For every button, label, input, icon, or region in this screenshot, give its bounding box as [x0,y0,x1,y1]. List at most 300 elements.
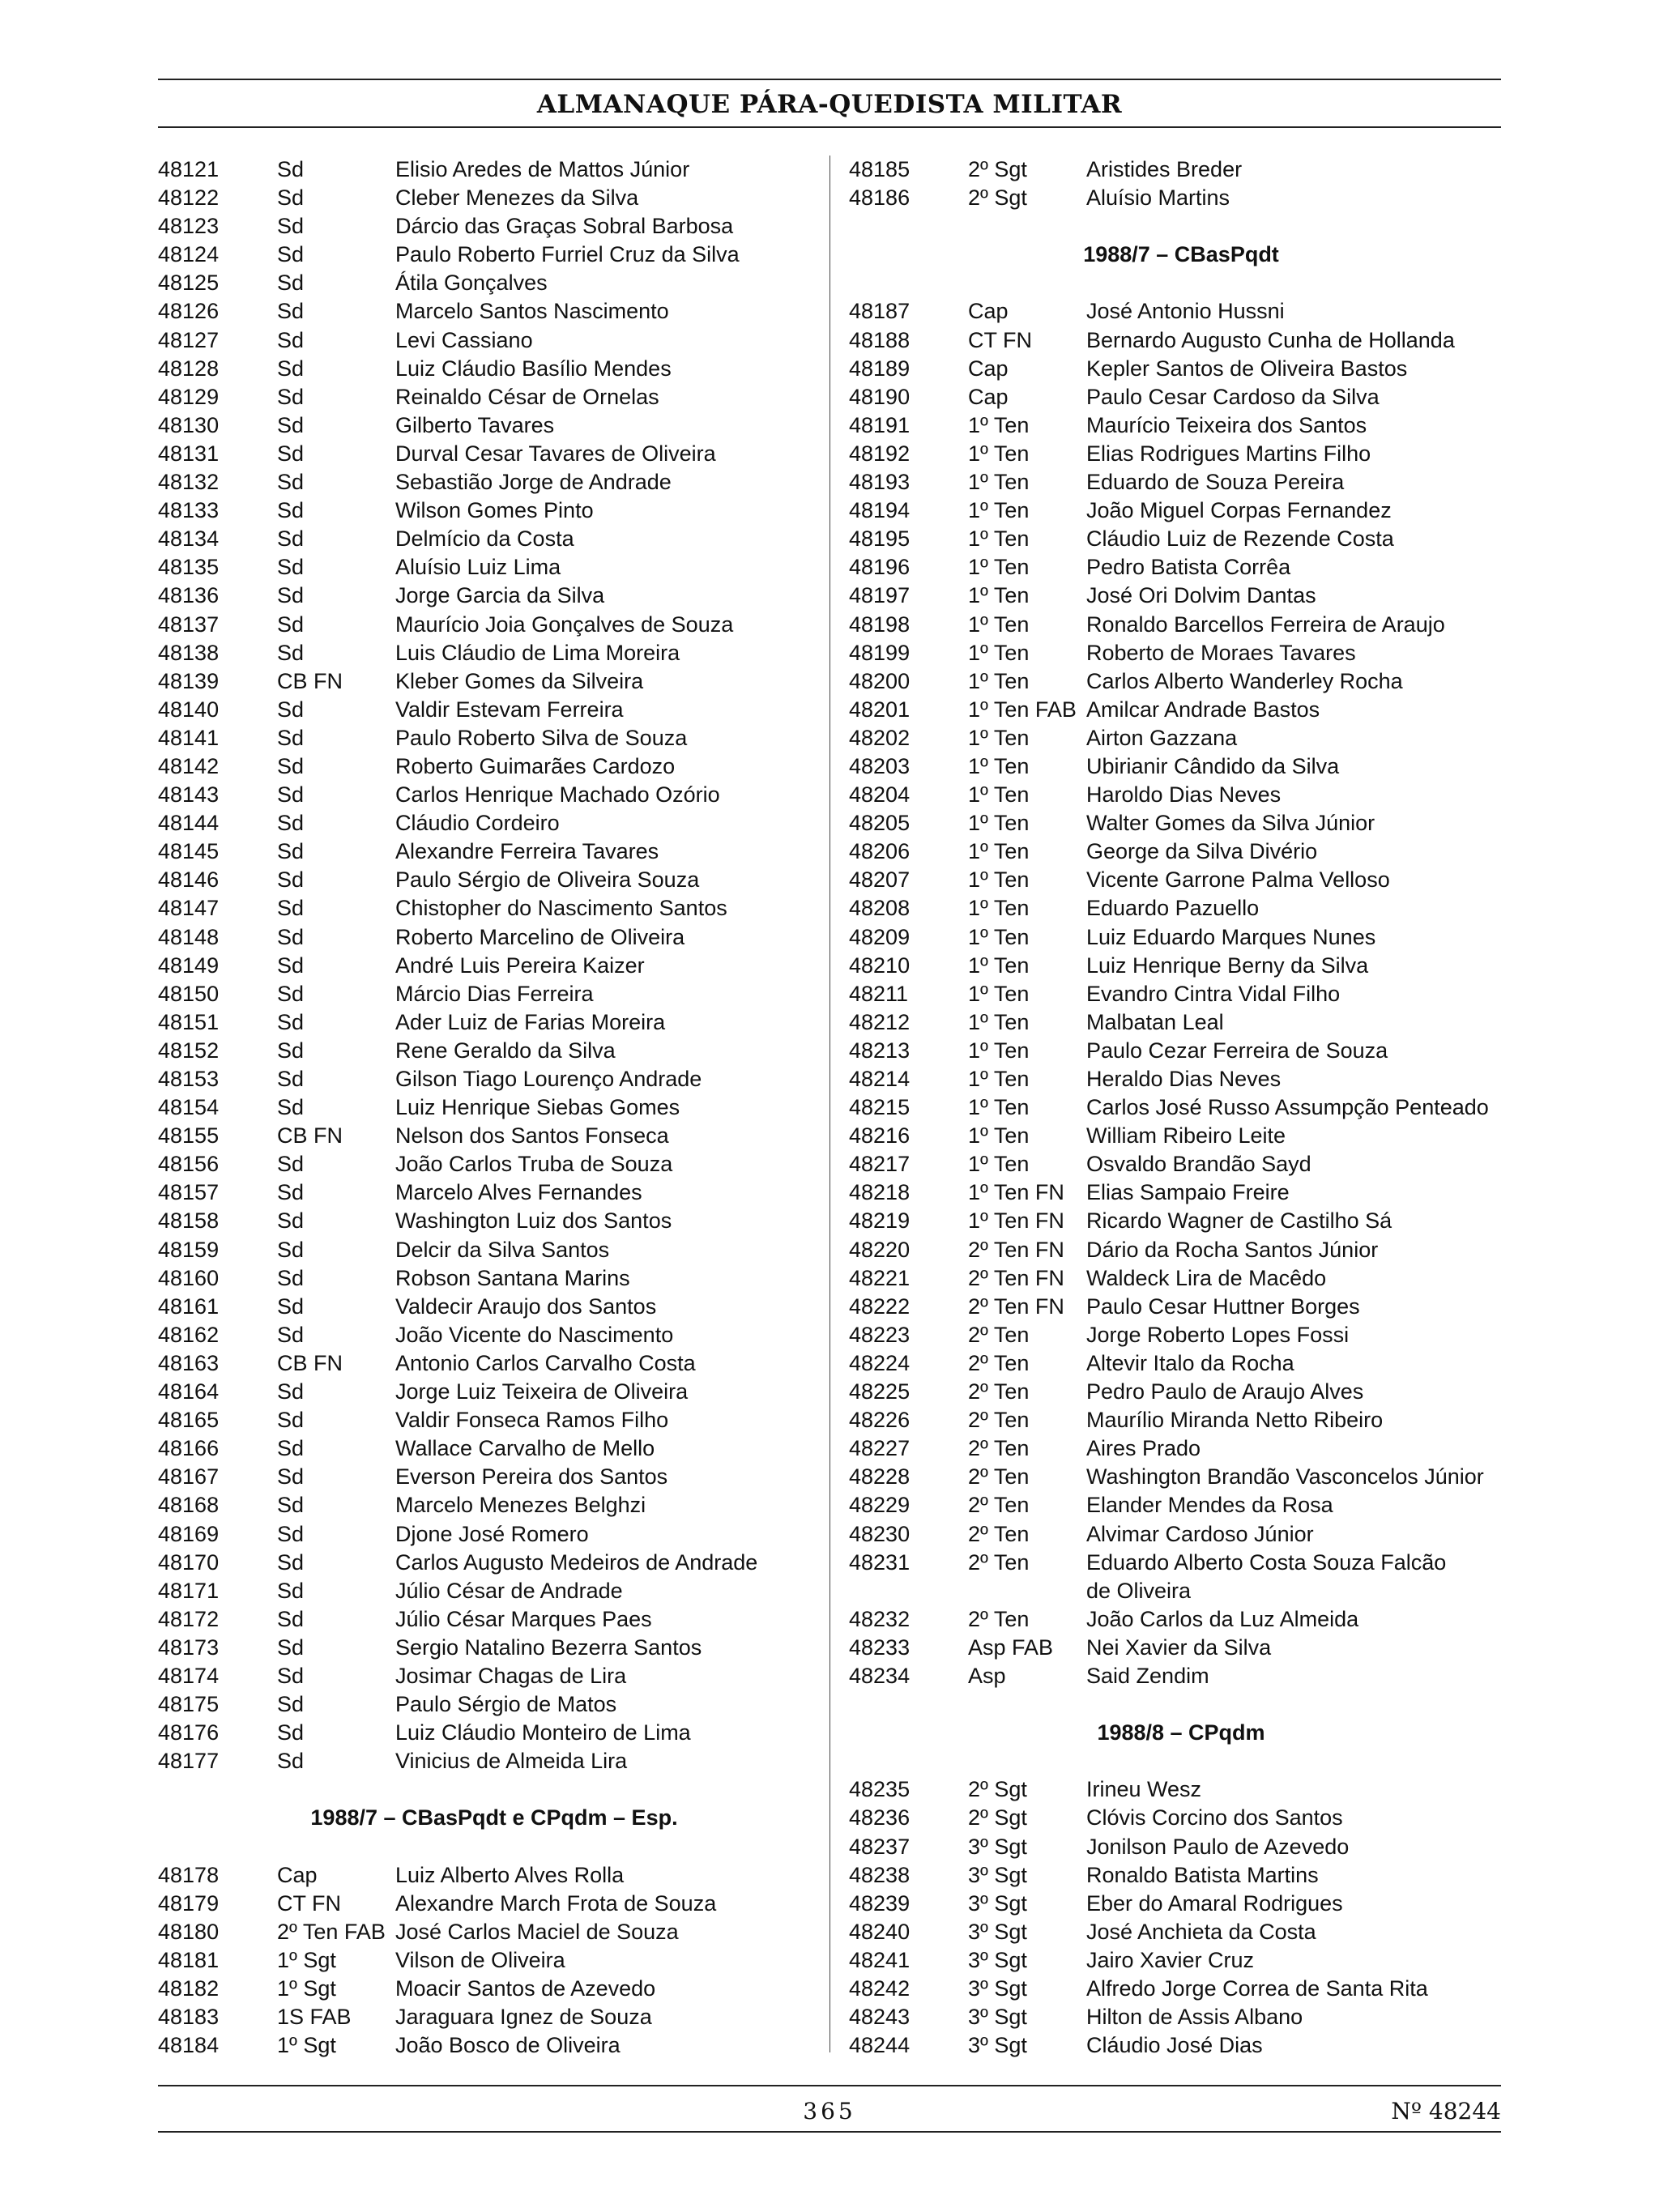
entry-rank: Sd [277,356,305,381]
entry-name: João Miguel Corpas Fernandez [1086,498,1392,523]
entry-name: Jonilson Paulo de Azevedo [1086,1834,1350,1859]
list-item [158,752,830,781]
entry-number: 48184 [158,2033,220,2058]
entry-number: 48241 [849,1947,911,1972]
entry-name: Carlos José Russo Assumpção Penteado [1086,1095,1489,1120]
entry-number: 48206 [849,839,911,864]
entry-number: 48167 [158,1464,220,1490]
entry-rank: Sd [277,1606,305,1631]
entry-rank: 1º Ten [968,867,1030,893]
list-item [849,1122,1513,1150]
entry-name: Ronaldo Batista Martins [1086,1862,1319,1887]
entry-rank: Sd [277,867,305,893]
entry-name: Kepler Santos de Oliveira Bastos [1086,356,1408,381]
entry-rank: 3º Sgt [968,2005,1027,2030]
entry-number: 48201 [849,697,911,722]
list-item [158,1463,830,1491]
entry-rank: Sd [277,1493,305,1518]
entry-rank: Sd [277,327,305,352]
entry-name: Ronaldo Barcellos Ferreira de Araujo [1086,612,1445,637]
entry-name: Jaraguara Ignez de Souza [395,2005,652,2030]
list-item [158,781,830,809]
entry-number: 48181 [158,1947,220,1972]
entry-rank: 1º Ten [968,953,1030,978]
list-item [158,553,830,582]
entry-rank: Sd [277,1237,305,1262]
entry-rank: Asp FAB [968,1634,1054,1660]
entry-rank: 3º Sgt [968,1976,1027,2001]
list-item [849,1804,1513,1832]
entry-rank: 2º Ten [968,1521,1030,1546]
entry-number: 48131 [158,441,220,466]
entry-number: 48148 [158,924,220,949]
list-item [849,696,1513,724]
entry-rank: 2º Ten FN [968,1265,1064,1290]
list-item [849,1150,1513,1178]
list-item [849,1975,1513,2003]
entry-name: Maurício Joia Gonçalves de Souza [395,612,734,637]
entry-name: Evandro Cintra Vidal Filho [1086,981,1341,1006]
entry-number: 48179 [158,1890,220,1916]
entry-rank: Cap [968,299,1009,324]
entry-number: 48136 [158,583,220,608]
entry-rank: Sd [277,498,305,523]
entry-number: 48200 [849,668,911,693]
entry-name: José Antonio Hussni [1086,299,1285,324]
list-item [849,952,1513,980]
list-item [849,611,1513,639]
entry-rank: Sd [277,782,305,808]
entry-name: Júlio César Marques Paes [395,1606,652,1631]
entry-rank: 1º Ten [968,1123,1030,1149]
entry-number: 48195 [849,526,911,552]
entry-number: 48219 [849,1208,911,1234]
entry-rank: 2º Ten [968,1408,1030,1433]
entry-rank: Sd [277,1294,305,1319]
entry-number: 48207 [849,867,911,893]
entry-name: Valdecir Araujo dos Santos [395,1294,657,1319]
list-item [849,1946,1513,1975]
entry-name: Sergio Natalino Bezerra Santos [395,1634,702,1660]
entry-rank: Sd [277,1521,305,1546]
entry-name: Clóvis Corcino dos Santos [1086,1805,1343,1831]
entry-name: Dárcio das Graças Sobral Barbosa [395,214,734,239]
entry-number: 48158 [158,1208,220,1234]
list-item [849,1577,1513,1605]
list-item [849,1434,1513,1463]
entry-rank: 2º Sgt [968,1805,1027,1831]
list-item [849,1491,1513,1519]
entry-rank: Sd [277,470,305,495]
entry-name: Wilson Gomes Pinto [395,498,594,523]
entry-name: Átila Gonçalves [395,271,548,296]
entry-name: Elander Mendes da Rosa [1086,1493,1333,1518]
entry-name: Everson Pereira dos Santos [395,1464,668,1490]
list-item [849,752,1513,781]
entry-number: 48157 [158,1180,220,1205]
entry-rank: Sd [277,1436,305,1461]
list-item [849,980,1513,1008]
entry-name: Luiz Alberto Alves Rolla [395,1862,625,1887]
entry-number: 48234 [849,1663,911,1688]
list-item [158,1577,830,1605]
header-bottom-rule [158,126,1501,128]
entry-rank: 1º Ten FAB [968,697,1077,722]
entry-number: 48174 [158,1663,220,1688]
entry-name: Luiz Cláudio Monteiro de Lima [395,1720,691,1745]
entry-name: Marcelo Alves Fernandes [395,1180,642,1205]
entry-rank: 1º Ten [968,782,1030,808]
list-item [158,297,830,326]
list-item [849,809,1513,837]
entry-name: Altevir Italo da Rocha [1086,1350,1294,1375]
list-item [849,1236,1513,1264]
entry-name: José Anchieta da Costa [1086,1919,1316,1944]
list-item [849,1890,1513,1918]
entry-name: Roberto Guimarães Cardozo [395,753,676,778]
entry-name: Rene Geraldo da Silva [395,1038,616,1063]
entry-rank: CB FN [277,668,343,693]
entry-rank: 3º Sgt [968,1862,1027,1887]
entry-rank: 2º Ten [968,1464,1030,1490]
entry-rank: Sd [277,555,305,580]
entry-name: Aluísio Martins [1086,185,1230,211]
list-item [849,440,1513,468]
list-item [158,1122,830,1150]
entry-rank: Sd [277,1408,305,1433]
entry-rank: Sd [277,612,305,637]
entry-number: 48128 [158,356,220,381]
entry-name: Vicente Garrone Palma Velloso [1086,867,1390,893]
entry-rank: Sd [277,1180,305,1205]
entry-name: Marcelo Santos Nascimento [395,299,669,324]
entry-name: Jorge Roberto Lopes Fossi [1086,1322,1350,1347]
entry-rank: Sd [277,1009,305,1034]
list-item [158,184,830,212]
entry-number: 48153 [158,1067,220,1091]
entry-number: 48129 [158,384,220,409]
entry-number: 48133 [158,498,220,523]
entry-name: Vinicius de Almeida Lira [395,1749,628,1774]
entry-name: André Luis Pereira Kaizer [395,953,645,978]
entry-number: 48145 [158,839,220,864]
spacer [158,1775,830,1804]
list-item [849,1178,1513,1207]
spacer [849,1690,1513,1719]
entry-name: José Carlos Maciel de Souza [395,1919,679,1944]
list-item [849,667,1513,696]
entry-rank: Sd [277,384,305,409]
entry-rank: 1º Ten [968,924,1030,949]
entry-rank: Sd [277,753,305,778]
entry-name: Gilson Tiago Lourenço Andrade [395,1067,702,1091]
entry-name: Paulo Cesar Huttner Borges [1086,1294,1360,1319]
entry-name: Amilcar Andrade Bastos [1086,697,1320,722]
list-item [158,1065,830,1093]
list-item [849,411,1513,440]
footer-bottom-rule [158,2131,1501,2133]
entry-name: Luiz Henrique Berny da Silva [1086,953,1369,978]
entry-name: Gilberto Tavares [395,412,555,437]
list-item [849,639,1513,667]
list-item [158,1293,830,1321]
list-item [849,326,1513,355]
entry-name: Cláudio Luiz de Rezende Costa [1086,526,1394,552]
entry-number: 48231 [849,1549,911,1575]
list-item [849,497,1513,525]
entry-number: 48222 [849,1294,911,1319]
entry-name: Cláudio Cordeiro [395,811,560,836]
entry-name: Paulo Sérgio de Matos [395,1692,617,1717]
entry-number: 48142 [158,753,220,778]
entry-rank: 1º Ten [968,412,1030,437]
entry-name: Ubirianir Cândido da Silva [1086,753,1340,778]
entry-name: Vilson de Oliveira [395,1947,565,1972]
entry-number: 48163 [158,1350,220,1375]
list-item [849,894,1513,923]
entry-number: 48198 [849,612,911,637]
entry-number: 48141 [158,725,220,750]
list-item [158,1037,830,1065]
entry-name: Sebastião Jorge de Andrade [395,470,672,495]
entry-name: Moacir Santos de Azevedo [395,1976,656,2001]
entry-number: 48230 [849,1521,911,1546]
entry-rank: Sd [277,526,305,552]
entry-rank: Sd [277,412,305,437]
entry-name: João Carlos da Luz Almeida [1086,1606,1359,1631]
entry-rank: Sd [277,1578,305,1603]
list-item [849,923,1513,952]
entry-rank: 1º Ten FN [968,1208,1064,1234]
entry-number: 48189 [849,356,911,381]
list-item [158,667,830,696]
list-item [849,2003,1513,2031]
entry-number: 48186 [849,185,911,211]
entry-rank: 1º Ten [968,470,1030,495]
entry-rank: CT FN [968,327,1032,352]
entry-name: Alfredo Jorge Correa de Santa Rita [1086,1976,1428,2001]
entry-number: 48138 [158,640,220,665]
spacer [849,269,1513,297]
entry-name: Luiz Eduardo Marques Nunes [1086,924,1376,949]
entry-number: 48151 [158,1009,220,1034]
list-item [158,383,830,411]
entry-name: William Ribeiro Leite [1086,1123,1286,1149]
list-item [158,837,830,866]
entry-name: Roberto de Moraes Tavares [1086,640,1356,665]
entry-name: Heraldo Dias Neves [1086,1067,1282,1091]
list-item [158,1747,830,1775]
list-item [849,297,1513,326]
entry-name: Josimar Chagas de Lira [395,1663,627,1688]
entry-rank: Sd [277,1379,305,1404]
entry-rank: Sd [277,157,305,181]
entry-number: 48212 [849,1009,911,1034]
entry-rank: 1º Ten [968,839,1030,864]
entry-rank: Sd [277,1464,305,1490]
footer-top-rule [158,2085,1501,2086]
entry-name: João Carlos Truba de Souza [395,1152,673,1177]
entry-rank: 1º Ten [968,753,1030,778]
entry-name: Eduardo Pazuello [1086,896,1260,921]
entry-name: Delmício da Costa [395,526,574,552]
list-item [158,724,830,752]
entry-number: 48152 [158,1038,220,1063]
entry-name: Reinaldo César de Ornelas [395,384,659,409]
entry-name: Jorge Luiz Teixeira de Oliveira [395,1379,689,1404]
entry-rank: 1º Ten [968,1009,1030,1034]
entry-number: 48126 [158,299,220,324]
entry-rank: Cap [968,356,1009,381]
entry-rank: CT FN [277,1890,341,1916]
entry-name: de Oliveira [1086,1578,1192,1603]
list-item [849,383,1513,411]
list-item [849,184,1513,212]
entry-rank: Sd [277,271,305,296]
list-item [158,866,830,894]
entry-rank: Cap [968,384,1009,409]
entry-rank: 1º Ten [968,896,1030,921]
entry-number: 48196 [849,555,911,580]
entry-number: 48175 [158,1692,220,1717]
entry-number: 48177 [158,1749,220,1774]
entry-rank: 1º Ten [968,640,1030,665]
entry-name: Cláudio José Dias [1086,2033,1263,2058]
entry-rank: 3º Sgt [968,1834,1027,1859]
entry-name: Waldeck Lira de Macêdo [1086,1265,1327,1290]
entry-rank: 2º Ten [968,1549,1030,1575]
entry-number: 48221 [849,1265,911,1290]
list-item [158,1719,830,1747]
entry-number: 48227 [849,1436,911,1461]
entry-rank: Sd [277,1634,305,1660]
entry-rank: Asp [968,1663,1006,1688]
entry-name: Elias Rodrigues Martins Filho [1086,441,1371,466]
list-item [849,1406,1513,1434]
list-item [158,923,830,952]
entry-number: 48225 [849,1379,911,1404]
entry-number: 48135 [158,555,220,580]
entry-rank: Sd [277,1749,305,1774]
entry-name: Cleber Menezes da Silva [395,185,639,211]
entry-name: Ricardo Wagner de Castilho Sá [1086,1208,1392,1234]
entry-name: Valdir Estevam Ferreira [395,697,624,722]
list-item [849,1918,1513,1946]
entry-name: Eduardo de Souza Pereira [1086,470,1345,495]
entry-number: 48125 [158,271,220,296]
entry-number: 48164 [158,1379,220,1404]
entry-rank: 1º Ten [968,1067,1030,1091]
entry-name: Paulo Cezar Ferreira de Souza [1086,1038,1388,1063]
entry-rank: Sd [277,1208,305,1234]
entry-number: 48165 [158,1408,220,1433]
list-item [158,639,830,667]
entry-number: 48121 [158,157,220,181]
entry-number: 48237 [849,1834,911,1859]
list-item [158,497,830,525]
entry-name: Ader Luiz de Farias Moreira [395,1009,666,1034]
entry-number: 48197 [849,583,911,608]
entry-rank: 1º Ten [968,1038,1030,1063]
entry-name: Carlos Henrique Machado Ozório [395,782,720,808]
list-item [849,1378,1513,1406]
entry-number: 48154 [158,1095,220,1120]
entry-rank: Sd [277,725,305,750]
entry-rank: Sd [277,1692,305,1717]
entry-rank: 2º Sgt [968,185,1027,211]
entry-number: 48124 [158,242,220,267]
entry-rank: 2º Sgt [968,1777,1027,1802]
entry-rank: 1S FAB [277,2005,352,2030]
entry-number: 48238 [849,1862,911,1887]
entry-number: 48160 [158,1265,220,1290]
entry-name: Júlio César de Andrade [395,1578,623,1603]
entry-number: 48204 [849,782,911,808]
list-item [158,212,830,241]
entry-name: João Bosco de Oliveira [395,2033,621,2058]
entry-name: Elisio Aredes de Mattos Júnior [395,157,690,181]
list-item [849,1520,1513,1549]
entry-number: 48123 [158,214,220,239]
entry-name: Paulo Cesar Cardoso da Silva [1086,384,1380,409]
page-code: Nº 48244 [1391,2098,1501,2125]
entry-rank: Sd [277,896,305,921]
entry-number: 48235 [849,1777,911,1802]
list-item [158,1093,830,1122]
entry-rank: Sd [277,1549,305,1575]
entry-number: 48137 [158,612,220,637]
entry-name: Bernardo Augusto Cunha de Hollanda [1086,327,1455,352]
entry-rank: 3º Sgt [968,1947,1027,1972]
entry-number: 48202 [849,725,911,750]
entry-number: 48187 [849,299,911,324]
entry-rank: 1º Ten [968,498,1030,523]
right-column [849,156,1513,2060]
entry-rank: 1º Sgt [277,1947,336,1972]
entry-number: 48228 [849,1464,911,1490]
entry-name: Alexandre Ferreira Tavares [395,839,659,864]
entry-name: Kleber Gomes da Silveira [395,668,644,693]
entry-rank: 2º Ten FN [968,1237,1064,1262]
list-item [849,1634,1513,1662]
entry-number: 48176 [158,1720,220,1745]
list-item [158,1690,830,1719]
entry-number: 48233 [849,1634,911,1660]
list-item [849,837,1513,866]
entry-rank: Sd [277,1322,305,1347]
list-item [849,1833,1513,1861]
list-item [158,468,830,497]
list-item [849,781,1513,809]
entry-rank: 1º Ten [968,526,1030,552]
entry-rank: Sd [277,640,305,665]
entry-rank: Sd [277,1038,305,1063]
entry-name: Osvaldo Brandão Sayd [1086,1152,1311,1177]
entry-rank: 3º Sgt [968,1919,1027,1944]
entry-name: João Vicente do Nascimento [395,1322,674,1347]
entry-rank: Sd [277,299,305,324]
entry-rank: 1º Ten [968,725,1030,750]
entry-number: 48182 [158,1976,220,2001]
list-item [849,156,1513,184]
entry-name: Robson Santana Marins [395,1265,630,1290]
entry-name: Malbatan Leal [1086,1009,1224,1034]
entry-rank: Sd [277,839,305,864]
list-item [158,1264,830,1293]
entry-number: 48229 [849,1493,911,1518]
entry-number: 48199 [849,640,911,665]
entry-name: Pedro Batista Corrêa [1086,555,1291,580]
